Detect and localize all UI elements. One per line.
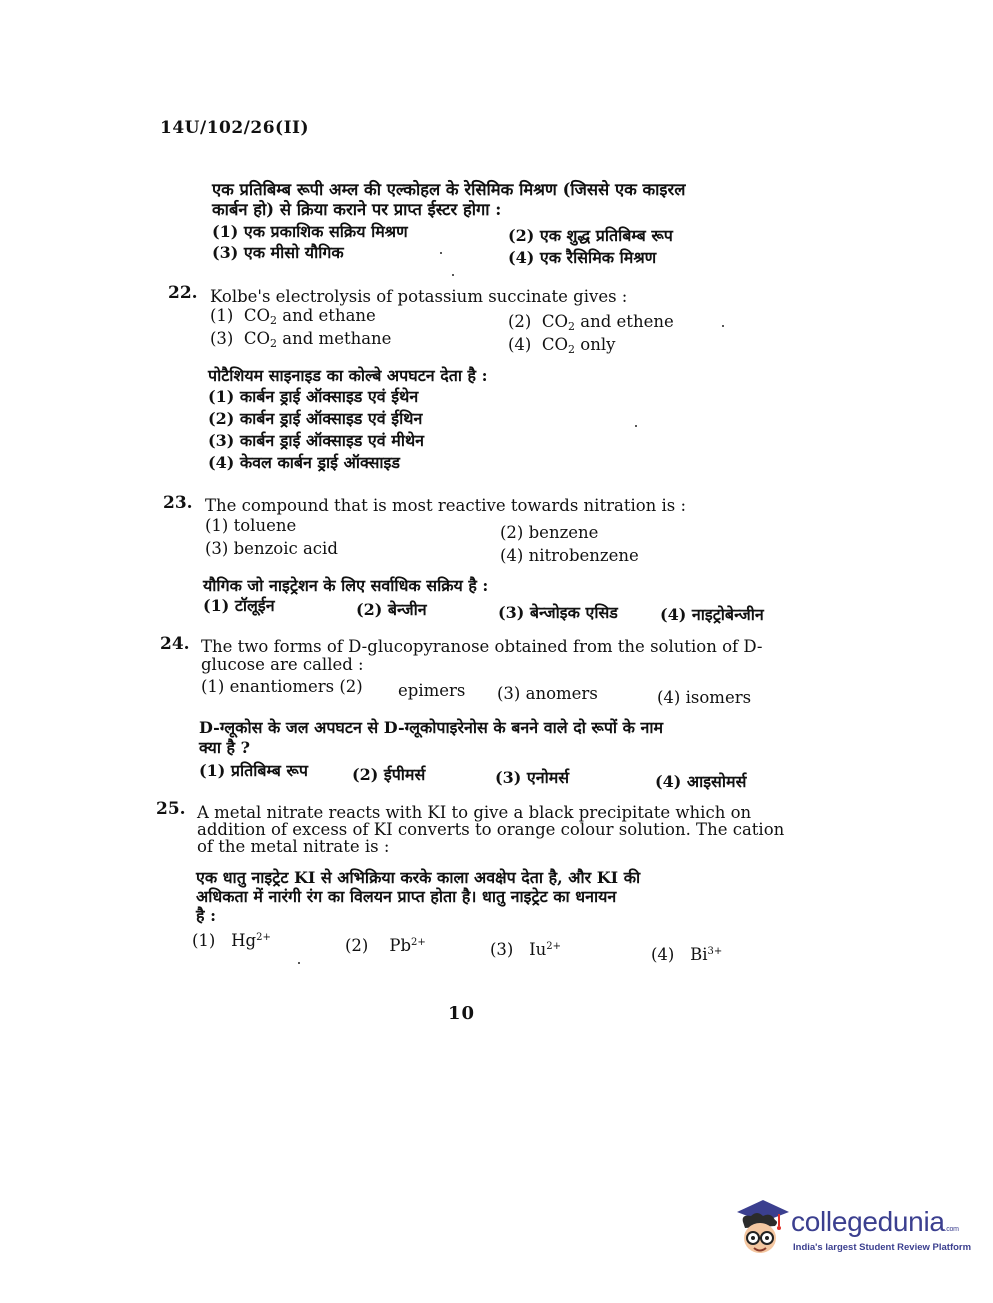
q24-number: 24.: [160, 634, 190, 654]
q22-option-4-formula: CO: [541, 335, 569, 354]
q25-option-2-charge: 2+: [411, 937, 426, 948]
q21-option-4: (4) एक रैसिमिक मिश्रण: [508, 248, 657, 267]
q22-number: 22.: [168, 283, 198, 303]
q25-question-line-3: of the metal nitrate is :: [197, 837, 390, 856]
q24-hindi-option-1: (1) प्रतिबिम्ब रूप: [199, 761, 308, 780]
q24-hindi-question-line-1: D-ग्लूकोस के जल अपघटन से D-ग्लूकोपाइरेनोस के बनने वाले दो रूपों के नाम: [199, 718, 664, 737]
q25-option-1-ion: Hg: [231, 931, 257, 950]
q25-option-2: [345, 936, 426, 955]
q22-option-1-subscript: 2: [270, 314, 278, 327]
logo-tagline: India's largest Student Review Platform: [793, 1242, 972, 1253]
q25-question-line-2: addition of excess of KI converts to orange colour solution. The cation: [197, 820, 785, 839]
q23-hindi-option-2: (2) बेन्जीन: [356, 600, 427, 619]
q21-option-1: (1) एक प्रकाशिक सक्रिय मिश्रण: [212, 222, 408, 241]
q25-option-4-charge: 3+: [707, 946, 723, 957]
scan-speck: [440, 252, 442, 254]
q24-question-line-1: The two forms of D-glucopyranose obtained from the solution of D-: [201, 637, 763, 656]
q23-question: The compound that is most reactive towards nitration is :: [205, 496, 687, 515]
paper-code: 14U/102/26(II): [160, 118, 310, 138]
q25-number: 25.: [156, 799, 186, 819]
q21-option-3: (3) एक मीसो यौगिक: [212, 243, 344, 262]
q22-option-4: [508, 335, 615, 354]
q24-hindi-question-line-2: क्या है ?: [199, 738, 250, 757]
q24-option-1: (1) enantiomers (2): [201, 677, 363, 696]
q21-hindi-line-2: कार्बन हो) से क्रिया कराने पर प्राप्त ईस्टर होगा :: [212, 200, 502, 219]
page-number: 10: [448, 1003, 476, 1024]
q24-option-4: (4) isomers: [657, 688, 752, 707]
q22-option-2: [508, 312, 674, 331]
q24-hindi-option-2: (2) ईपीमर्स: [352, 765, 426, 784]
q25-hindi-question-line-1: एक धातु नाइट्रेट KI से अभिक्रिया करके काला अवक्षेप देता है, और KI की: [196, 868, 641, 887]
q23-number: 23.: [163, 493, 193, 513]
q22-hindi-option-3: (3) कार्बन ड्राई ऑक्साइड एवं मीथेन: [208, 431, 425, 450]
q22-option-2-formula: CO: [541, 312, 569, 331]
scan-speck: [635, 425, 637, 427]
logo-wordmark: [791, 1206, 959, 1238]
q24-option-3: (3) anomers: [497, 684, 598, 703]
q23-option-1: (1) toluene: [205, 516, 297, 535]
q22-hindi-option-2: (2) कार्बन ड्राई ऑक्साइड एवं ईथिन: [208, 409, 423, 428]
q21-option-2: (2) एक शुद्ध प्रतिबिम्ब रूप: [508, 226, 673, 245]
q22-option-2-subscript: 2: [568, 320, 576, 333]
logo-suffix: .com: [944, 1226, 959, 1233]
q22-option-3-subscript: 2: [270, 337, 278, 350]
q24-hindi-option-3: (3) एनोमर्स: [495, 768, 570, 787]
q24-option-2: epimers: [398, 681, 466, 700]
q23-hindi-option-4: (4) नाइट्रोबेन्जीन: [660, 605, 764, 624]
q23-hindi-option-3: (3) बेन्जोइक एसिड: [498, 603, 618, 622]
q23-hindi-question: यौगिक जो नाइट्रेशन के लिए सर्वाधिक सक्रिय है :: [203, 576, 489, 595]
q25-option-2-ion: Pb: [389, 936, 412, 955]
q25-option-3-ion: Iu: [529, 940, 547, 959]
q22-hindi-option-4: (4) केवल कार्बन ड्राई ऑक्साइड: [208, 453, 400, 472]
q22-option-3: [210, 329, 391, 348]
q22-option-2-text: and ethene: [575, 312, 674, 331]
q25-option-1: [192, 931, 271, 950]
logo-brand: collegedunia: [791, 1206, 945, 1237]
q22-option-3-text: and methane: [277, 329, 392, 348]
q25-question-line-1: A metal nitrate reacts with KI to give a black precipitate which on: [197, 803, 752, 822]
q25-option-3: [490, 940, 561, 959]
q22-option-2-num: (2): [508, 312, 532, 331]
scan-speck: [452, 274, 454, 276]
student-mascot-icon: [733, 1198, 791, 1262]
q22-option-3-num: (3): [210, 329, 234, 348]
q23-hindi-option-1: (1) टॉलूईन: [203, 596, 275, 615]
q23-option-3: (3) benzoic acid: [205, 539, 338, 558]
q25-option-1-charge: 2+: [256, 932, 271, 943]
q25-option-3-charge: 2+: [546, 941, 562, 952]
q22-hindi-question: पोटैशियम साइनाइड का कोल्बे अपघटन देता है :: [208, 366, 488, 385]
q25-option-4-num: (4): [651, 945, 675, 964]
q21-hindi-line-1: एक प्रतिबिम्ब रूपी अम्ल की एल्कोहल के रेसिमिक मिश्रण (जिससे एक काइरल: [212, 180, 686, 199]
q22-question: Kolbe's electrolysis of potassium succinate gives :: [210, 287, 628, 306]
q22-option-1-num: (1): [210, 306, 234, 325]
q25-option-3-num: (3): [490, 940, 514, 959]
q22-option-1-formula: CO: [243, 306, 271, 325]
q22-option-1-text: and ethane: [277, 306, 376, 325]
q23-option-2: (2) benzene: [500, 523, 599, 542]
q25-option-1-num: (1): [192, 931, 216, 950]
q22-option-1: [210, 306, 376, 325]
q22-option-3-formula: CO: [243, 329, 271, 348]
q25-hindi-question-line-3: है :: [196, 906, 216, 925]
q22-option-4-num: (4): [508, 335, 532, 354]
q23-option-4: (4) nitrobenzene: [500, 546, 639, 565]
q25-option-4: [651, 945, 722, 964]
scan-speck: [298, 962, 300, 964]
q22-option-4-text: only: [575, 335, 616, 354]
q24-question-line-2: glucose are called :: [201, 655, 364, 674]
q22-option-4-subscript: 2: [568, 343, 576, 356]
q25-option-2-num: (2): [345, 936, 369, 955]
q25-option-4-ion: Bi: [690, 945, 708, 964]
q24-hindi-option-4: (4) आइसोमर्स: [655, 772, 747, 791]
q22-hindi-option-1: (1) कार्बन ड्राई ऑक्साइड एवं ईथेन: [208, 387, 419, 406]
q25-hindi-question-line-2: अधिकता में नारंगी रंग का विलयन प्राप्त होता है। धातु नाइट्रेट का धनायन: [196, 887, 617, 906]
collegedunia-logo: [733, 1198, 972, 1268]
scan-speck: [722, 325, 724, 327]
